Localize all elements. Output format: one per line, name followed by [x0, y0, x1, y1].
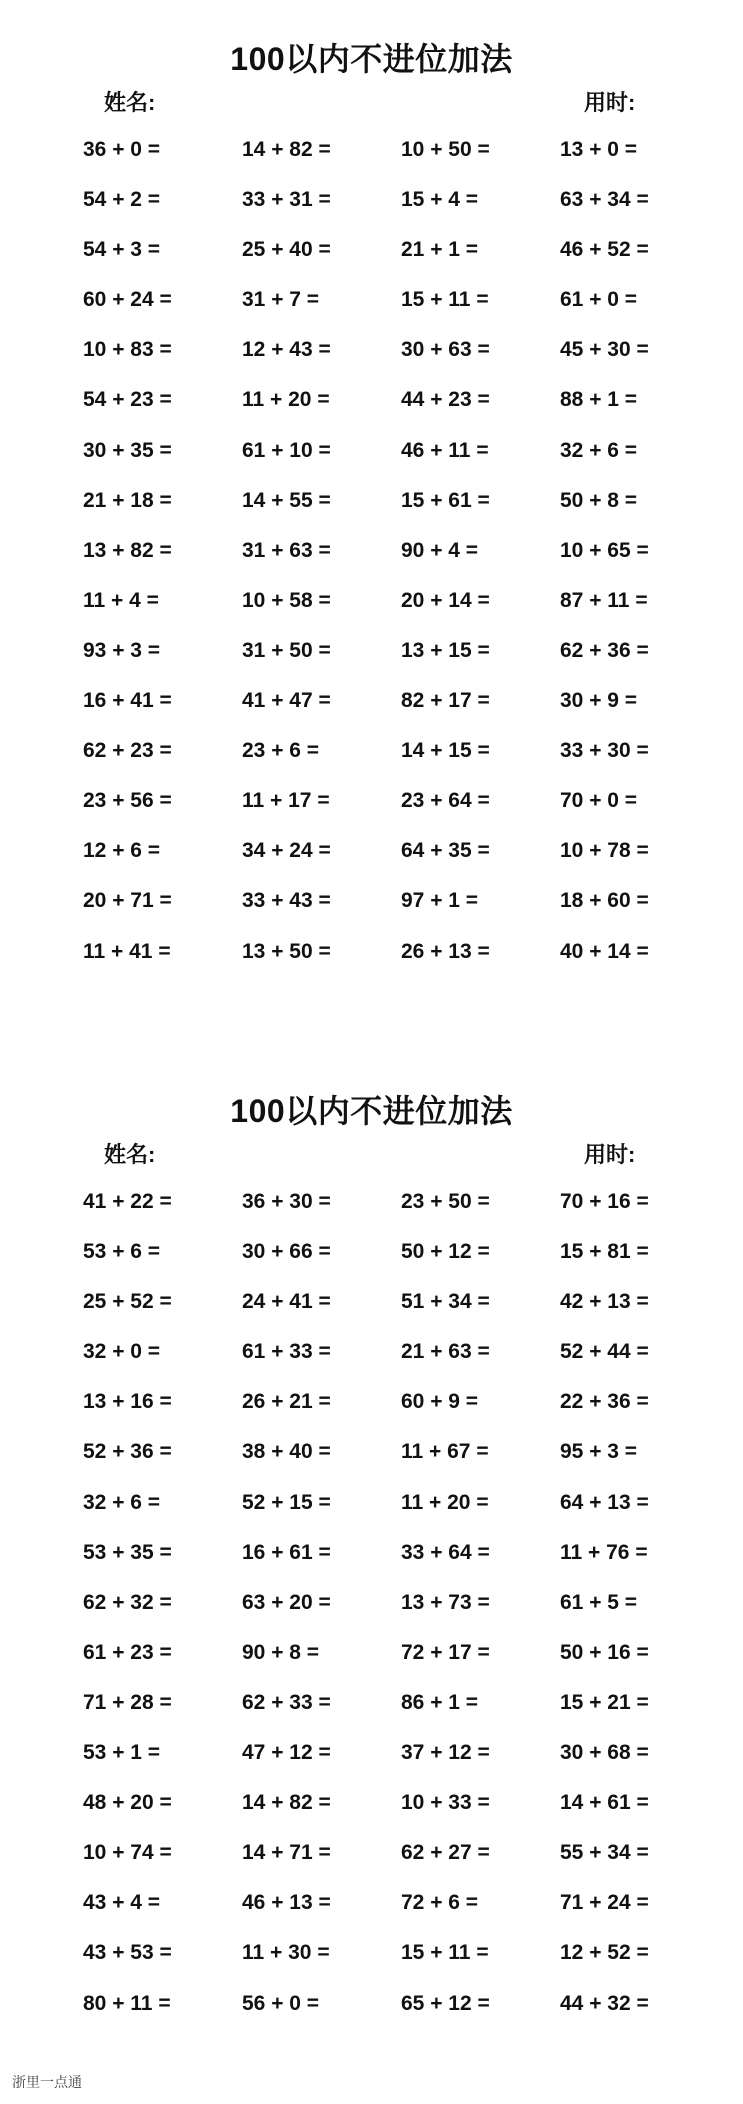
math-problem: 10 + 65 =	[560, 538, 649, 562]
math-problem: 11 + 76 =	[560, 1540, 648, 1564]
math-problem: 55 + 34 =	[560, 1841, 649, 1865]
math-problem: 47 + 12 =	[242, 1741, 331, 1765]
math-problem: 65 + 12 =	[401, 1991, 490, 2015]
name-label: 姓名:	[104, 90, 156, 115]
math-problem: 32 + 0 =	[83, 1340, 161, 1364]
math-problem: 14 + 82 =	[242, 1791, 331, 1815]
math-problem: 90 + 4 =	[401, 538, 479, 562]
math-problem: 22 + 36 =	[560, 1390, 649, 1414]
math-problem: 42 + 13 =	[560, 1290, 649, 1314]
math-problem: 44 + 23 =	[401, 388, 490, 412]
math-problem: 10 + 50 =	[401, 138, 490, 161]
math-problem: 30 + 68 =	[560, 1741, 649, 1765]
math-problem: 72 + 17 =	[401, 1640, 490, 1664]
problem-grid	[83, 136, 723, 988]
math-problem: 32 + 6 =	[560, 438, 638, 462]
math-problem: 15 + 61 =	[401, 488, 490, 512]
math-problem: 53 + 1 =	[83, 1741, 161, 1765]
math-problem: 63 + 34 =	[560, 188, 649, 212]
math-problem: 33 + 43 =	[242, 889, 331, 913]
time-label: 用时:	[584, 1142, 636, 1167]
math-problem: 71 + 28 =	[83, 1690, 172, 1714]
math-problem: 11 + 17 =	[242, 789, 330, 813]
math-problem: 61 + 33 =	[242, 1340, 331, 1364]
math-problem: 20 + 14 =	[401, 588, 490, 612]
math-problem: 60 + 9 =	[401, 1390, 479, 1414]
math-problem: 11 + 20 =	[401, 1490, 489, 1514]
math-problem: 46 + 11 =	[401, 438, 489, 462]
math-problem: 70 + 0 =	[560, 789, 638, 813]
math-problem: 43 + 53 =	[83, 1941, 172, 1965]
math-problem: 37 + 12 =	[401, 1741, 490, 1765]
math-problem: 93 + 3 =	[83, 638, 161, 662]
math-problem: 30 + 66 =	[242, 1240, 331, 1264]
math-problem: 13 + 73 =	[401, 1590, 490, 1614]
math-problem: 15 + 11 =	[401, 288, 489, 312]
math-problem: 12 + 6 =	[83, 839, 161, 863]
math-problem: 13 + 0 =	[560, 138, 638, 161]
math-problem: 31 + 7 =	[242, 288, 320, 312]
math-problem: 61 + 0 =	[560, 288, 638, 312]
math-problem: 10 + 33 =	[401, 1791, 490, 1815]
math-problem: 64 + 35 =	[401, 839, 490, 863]
math-problem: 60 + 24 =	[83, 288, 172, 312]
math-problem: 52 + 44 =	[560, 1340, 649, 1364]
math-problem: 11 + 41 =	[83, 939, 171, 963]
math-problem: 62 + 33 =	[242, 1690, 331, 1714]
math-problem: 48 + 20 =	[83, 1791, 172, 1815]
math-problem: 46 + 52 =	[560, 238, 649, 262]
math-problem: 26 + 13 =	[401, 939, 490, 963]
math-problem: 95 + 3 =	[560, 1440, 638, 1464]
math-problem: 10 + 58 =	[242, 588, 331, 612]
math-problem: 11 + 30 =	[242, 1941, 330, 1965]
math-problem: 38 + 40 =	[242, 1440, 331, 1464]
math-problem: 40 + 14 =	[560, 939, 649, 963]
math-problem: 23 + 64 =	[401, 789, 490, 813]
problem-grid	[83, 1188, 723, 2040]
math-problem: 20 + 71 =	[83, 889, 172, 913]
math-problem: 64 + 13 =	[560, 1490, 649, 1514]
math-problem: 33 + 30 =	[560, 739, 649, 763]
math-problem: 51 + 34 =	[401, 1290, 490, 1314]
math-problem: 21 + 18 =	[83, 488, 172, 512]
math-problem: 61 + 10 =	[242, 438, 331, 462]
math-problem: 86 + 1 =	[401, 1690, 479, 1714]
math-problem: 61 + 5 =	[560, 1590, 638, 1614]
math-problem: 15 + 21 =	[560, 1690, 649, 1714]
math-problem: 21 + 1 =	[401, 238, 479, 262]
math-problem: 36 + 30 =	[242, 1190, 331, 1213]
math-problem: 14 + 55 =	[242, 488, 331, 512]
watermark: 浙里一点通	[12, 2075, 82, 2091]
math-problem: 33 + 64 =	[401, 1540, 490, 1564]
math-problem: 10 + 74 =	[83, 1841, 172, 1865]
math-problem: 62 + 32 =	[83, 1590, 172, 1614]
math-problem: 31 + 50 =	[242, 638, 331, 662]
name-label: 姓名:	[104, 1142, 156, 1167]
math-problem: 30 + 35 =	[83, 438, 172, 462]
math-problem: 50 + 16 =	[560, 1640, 649, 1664]
math-problem: 25 + 52 =	[83, 1290, 172, 1314]
math-problem: 54 + 2 =	[83, 188, 161, 212]
math-problem: 13 + 82 =	[83, 538, 172, 562]
math-problem: 10 + 83 =	[83, 338, 172, 362]
math-problem: 54 + 23 =	[83, 388, 172, 412]
math-problem: 11 + 67 =	[401, 1440, 489, 1464]
math-problem: 41 + 47 =	[242, 689, 331, 713]
math-problem: 14 + 61 =	[560, 1791, 649, 1815]
math-problem: 70 + 16 =	[560, 1190, 649, 1213]
math-problem: 61 + 23 =	[83, 1640, 172, 1664]
math-problem: 12 + 52 =	[560, 1941, 649, 1965]
math-problem: 53 + 6 =	[83, 1240, 161, 1264]
math-problem: 50 + 8 =	[560, 488, 638, 512]
math-problem: 30 + 63 =	[401, 338, 490, 362]
math-problem: 16 + 61 =	[242, 1540, 331, 1564]
math-problem: 88 + 1 =	[560, 388, 638, 412]
math-problem: 46 + 13 =	[242, 1891, 331, 1915]
math-problem: 33 + 31 =	[242, 188, 331, 212]
math-problem: 30 + 9 =	[560, 689, 638, 713]
time-label: 用时:	[584, 90, 636, 115]
math-problem: 52 + 15 =	[242, 1490, 331, 1514]
math-problem: 36 + 0 =	[83, 138, 161, 161]
math-problem: 90 + 8 =	[242, 1640, 320, 1664]
math-problem: 87 + 11 =	[560, 588, 648, 612]
math-problem: 24 + 41 =	[242, 1290, 331, 1314]
math-problem: 50 + 12 =	[401, 1240, 490, 1264]
math-problem: 12 + 43 =	[242, 338, 331, 362]
math-problem: 14 + 82 =	[242, 138, 331, 161]
math-problem: 14 + 71 =	[242, 1841, 331, 1865]
math-problem: 11 + 4 =	[83, 588, 159, 612]
math-problem: 13 + 50 =	[242, 939, 331, 963]
math-problem: 62 + 23 =	[83, 739, 172, 763]
math-problem: 43 + 4 =	[83, 1891, 161, 1915]
math-problem: 56 + 0 =	[242, 1991, 320, 2015]
math-problem: 54 + 3 =	[83, 238, 161, 262]
math-problem: 13 + 16 =	[83, 1390, 172, 1414]
math-problem: 23 + 56 =	[83, 789, 172, 813]
math-problem: 15 + 11 =	[401, 1941, 489, 1965]
math-problem: 62 + 27 =	[401, 1841, 490, 1865]
math-problem: 45 + 30 =	[560, 338, 649, 362]
math-problem: 23 + 50 =	[401, 1190, 490, 1213]
math-problem: 32 + 6 =	[83, 1490, 161, 1514]
math-problem: 10 + 78 =	[560, 839, 649, 863]
math-problem: 21 + 63 =	[401, 1340, 490, 1364]
math-problem: 53 + 35 =	[83, 1540, 172, 1564]
math-problem: 11 + 20 =	[242, 388, 330, 412]
math-problem: 25 + 40 =	[242, 238, 331, 262]
math-problem: 23 + 6 =	[242, 739, 320, 763]
math-problem: 16 + 41 =	[83, 689, 172, 713]
math-problem: 72 + 6 =	[401, 1891, 479, 1915]
math-problem: 80 + 11 =	[83, 1991, 171, 2015]
math-problem: 62 + 36 =	[560, 638, 649, 662]
worksheet-title: 100以内不进位加法	[230, 1093, 513, 1129]
math-problem: 63 + 20 =	[242, 1590, 331, 1614]
math-problem: 97 + 1 =	[401, 889, 479, 913]
math-problem: 18 + 60 =	[560, 889, 649, 913]
math-problem: 31 + 63 =	[242, 538, 331, 562]
math-problem: 15 + 81 =	[560, 1240, 649, 1264]
math-problem: 71 + 24 =	[560, 1891, 649, 1915]
math-problem: 41 + 22 =	[83, 1190, 172, 1213]
math-problem: 26 + 21 =	[242, 1390, 331, 1414]
math-problem: 13 + 15 =	[401, 638, 490, 662]
math-problem: 52 + 36 =	[83, 1440, 172, 1464]
math-problem: 82 + 17 =	[401, 689, 490, 713]
math-problem: 34 + 24 =	[242, 839, 331, 863]
worksheet-title: 100以内不进位加法	[230, 41, 513, 77]
math-problem: 15 + 4 =	[401, 188, 479, 212]
math-problem: 44 + 32 =	[560, 1991, 649, 2015]
math-problem: 14 + 15 =	[401, 739, 490, 763]
